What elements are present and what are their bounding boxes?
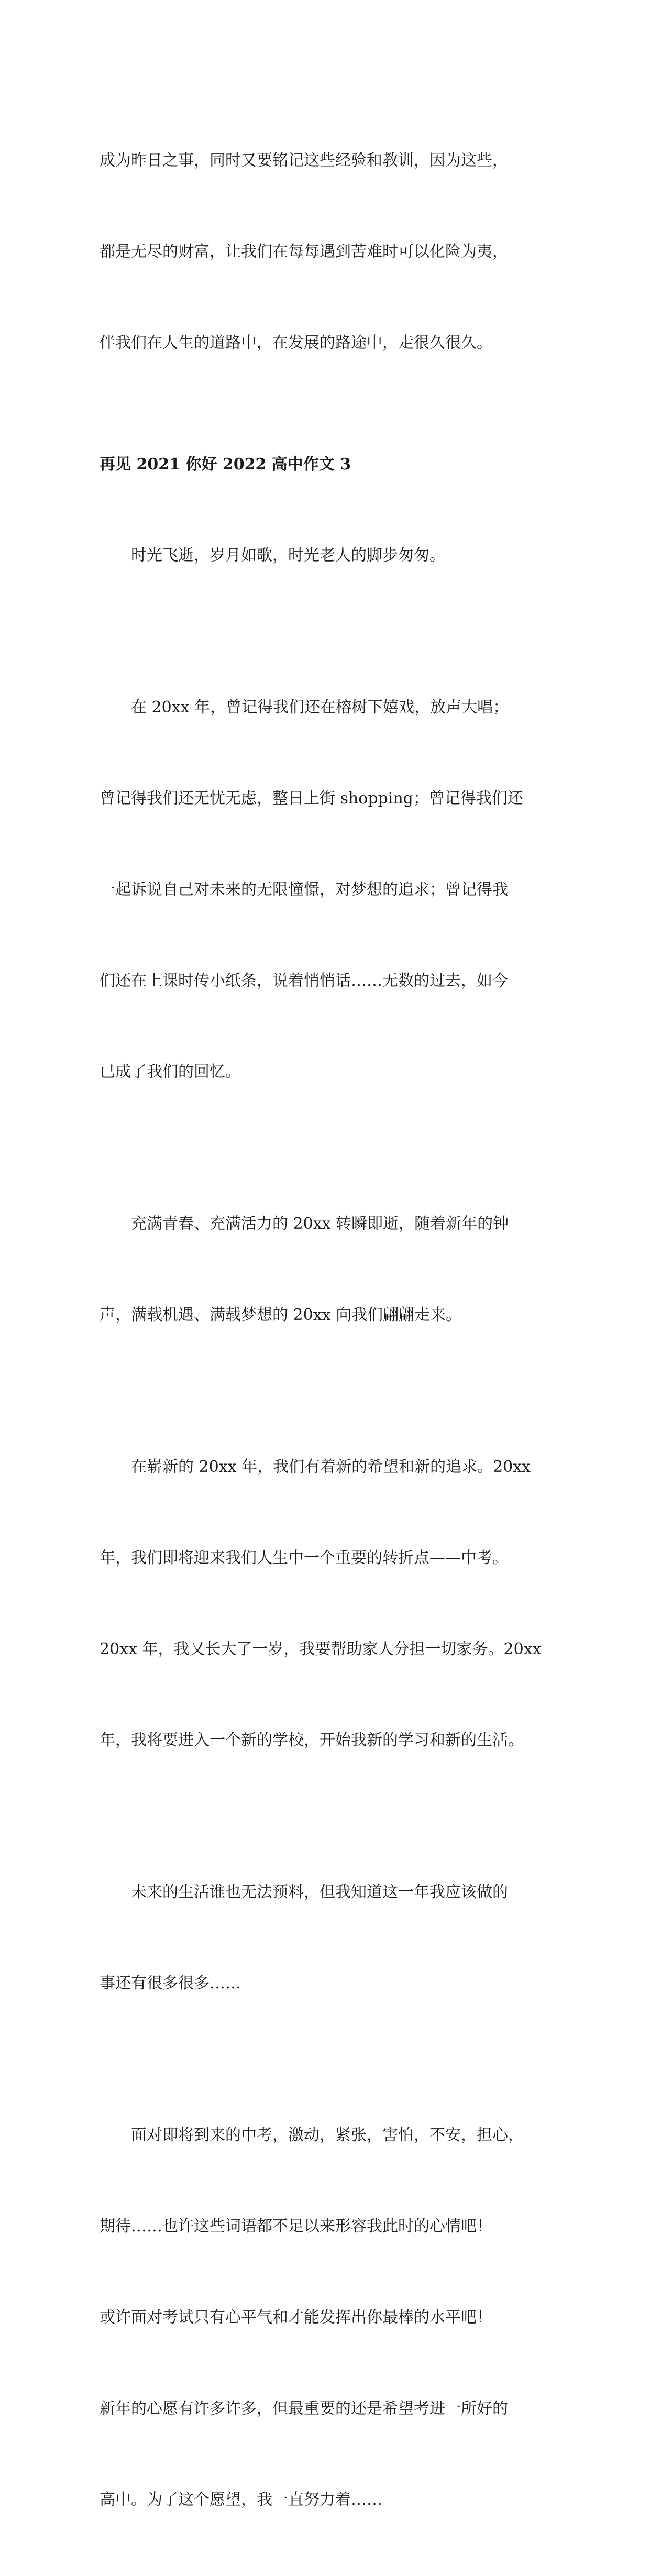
text-line: 期待……也许这些词语都不足以来形容我此时的心情吧！ <box>100 2217 492 2236</box>
text-line: 面对即将到来的中考，激动，紧张，害怕，不安，担心， <box>131 2126 524 2144</box>
text-line: 声，满载机遇、满载梦想的 20xx 向我们翩翩走来。 <box>100 1306 462 1324</box>
text-line: 或许面对考试只有心平气和才能发挥出你最棒的水平吧！ <box>100 2308 492 2327</box>
text-line: 未来的生活谁也无法预料，但我知道这一年我应该做的 <box>131 1883 508 1901</box>
paragraph-5 <box>100 1817 555 2060</box>
section-title: 再见 2021 你好 2022 高中作文 3 <box>100 455 351 474</box>
text-line: 伴我们在人生的道路中，在发展的路途中，走很久很久。 <box>100 334 492 352</box>
paragraph-3 <box>100 1148 555 1391</box>
text-line: 20xx 年，我又长大了一岁，我要帮助家人分担一切家务。20xx <box>100 1640 542 1658</box>
continued-paragraph <box>100 85 555 419</box>
paragraph-2 <box>100 632 555 1148</box>
text-line: 年，我将要进入一个新的学校，开始我新的学习和新的生活。 <box>100 1731 524 1749</box>
text-line: 充满青春、充满活力的 20xx 转瞬即逝，随着新年的钟 <box>131 1215 509 1233</box>
text-line: 曾记得我们还无忧无虑，整日上街 shopping；曾记得我们还 <box>100 789 523 808</box>
text-line: 都是无尽的财富，让我们在每每遇到苦难时可以化险为夷， <box>100 243 508 261</box>
text-line: 时光飞逝，岁月如歌，时光老人的脚步匆匆。 <box>131 546 445 565</box>
paragraph-6 <box>100 2060 555 2576</box>
text-line: 年，我们即将迎来我们人生中一个重要的转折点——中考。 <box>100 1549 508 1567</box>
text-line: 事还有很多很多…… <box>100 1974 241 1992</box>
paragraph-4 <box>100 1391 555 1817</box>
paragraph-1 <box>100 480 555 632</box>
text-line: 们还在上课时传小纸条，说着悄悄话……无数的过去，如今 <box>100 972 508 990</box>
text-line: 在 20xx 年，曾记得我们还在榕树下嬉戏，放声大唱； <box>131 698 509 717</box>
text-line: 在崭新的 20xx 年，我们有着新的希望和新的追求。20xx <box>131 1458 531 1476</box>
text-line: 一起诉说自己对未来的无限憧憬，对梦想的追求；曾记得我 <box>100 880 508 899</box>
text-line: 高中。为了这个愿望，我一直努力着…… <box>100 2491 382 2509</box>
document-body <box>100 85 555 2576</box>
text-line: 新年的心愿有许多许多，但最重要的还是希望考进一所好的 <box>100 2399 508 2418</box>
text-line: 已成了我们的回忆。 <box>100 1063 241 1081</box>
text-line: 成为昨日之事，同时又要铭记这些经验和教训，因为这些， <box>100 151 508 170</box>
